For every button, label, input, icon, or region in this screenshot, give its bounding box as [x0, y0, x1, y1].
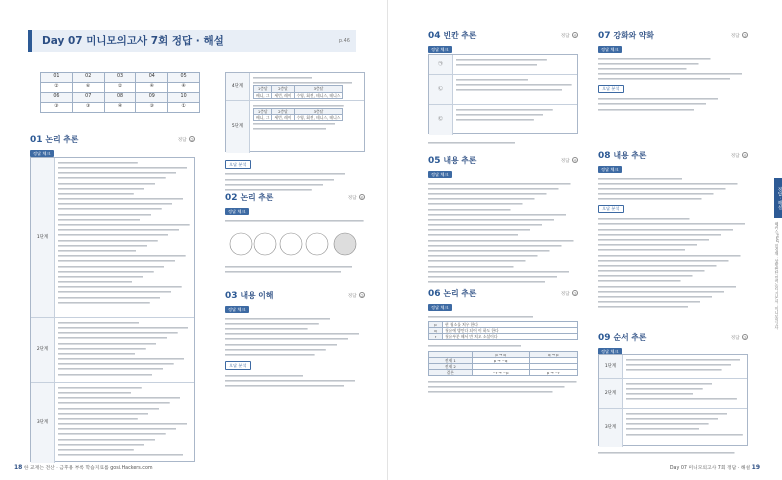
row-label: ㉢ [429, 105, 453, 135]
mini-c: 세번, 레이 [272, 115, 294, 121]
answer-cell: ④ [168, 83, 200, 93]
left-page [0, 0, 387, 480]
side-text: 해커스PSAT 민경채 · 상황판단 언어논리 기본서 · 미니모의고사 [775, 222, 780, 330]
row-label: ㉡ [429, 75, 453, 104]
section-09-table [598, 354, 748, 446]
row-label: 3단계 [31, 383, 55, 463]
mini-h: 2층달 [272, 109, 294, 115]
answer-tag: 정답 ③ [560, 291, 577, 297]
answer-row [41, 83, 200, 93]
s06-cell: 전제 2 [429, 363, 473, 369]
question-number: 02 [72, 73, 104, 83]
check-chip: 정답 체크 [225, 208, 249, 215]
answer-tag: 정답 ② [347, 293, 364, 299]
check-chip: 정답 체크 [428, 304, 452, 311]
answer-cell: ③ [72, 103, 104, 113]
section-title: 03 내용 이해 [225, 291, 274, 301]
s06-head: q → p [529, 351, 577, 357]
answer-cell: ⑥ [72, 83, 104, 93]
section-04-table [428, 54, 578, 134]
section-08 [598, 150, 748, 310]
answer-row [41, 93, 200, 103]
text-line [598, 305, 748, 310]
row-label: 2단계 [31, 318, 55, 382]
answer-tag: 정답 ⑥ [347, 195, 364, 201]
s06-cell: 첫유에 방안다 되어 이 하도 한다 [443, 328, 578, 334]
s06-cell: r [429, 334, 443, 340]
check-chip: 정답 체크 [598, 348, 622, 355]
section-title: 07 강화와 약화 [598, 31, 654, 41]
s06-cell: p → ~r [529, 369, 577, 375]
s06-cell: p → ~q [472, 357, 529, 363]
footer-text: Day 07 미니모의고사 7회 정답 · 해설 [669, 465, 751, 471]
section-01 [30, 134, 195, 157]
answer-cell: ③ [136, 103, 168, 113]
page-title: Day 07 미니모의고사 7회 정답 · 해설 [42, 35, 224, 47]
s06-cell: q [429, 328, 443, 334]
section-title: 02 논리 추론 [225, 193, 274, 203]
s06-cell: ~r → ~p [472, 369, 529, 375]
s06-props [428, 321, 578, 340]
text-line [58, 372, 191, 377]
mini-c: 수영, 회전, 테니스, 테니스 [294, 115, 343, 121]
mini-table [253, 85, 343, 98]
row-label: 3단계 [599, 409, 623, 447]
mini-h: 2층달 [272, 86, 294, 92]
row-label: ㉠ [429, 55, 453, 74]
answer-chip: 오답 분석 [598, 85, 624, 94]
row-label: 2단계 [599, 379, 623, 408]
section-title: 04 빈칸 추론 [428, 31, 477, 41]
mini-h: 3층달 [294, 109, 343, 115]
title-band [28, 30, 356, 52]
answer-chip: 오답 분석 [225, 361, 251, 370]
answer-cell: ② [104, 83, 136, 93]
section-01-table [30, 157, 195, 462]
answer-chip: 오답 분석 [225, 160, 251, 169]
section-title: 01 논리 추론 [30, 135, 79, 145]
question-number: 05 [168, 73, 200, 83]
section-02 [225, 192, 365, 223]
question-number: 07 [72, 93, 104, 103]
s06-cell: 결론 [429, 369, 473, 375]
section-03 [225, 290, 365, 389]
answer-row [41, 73, 200, 83]
left-footer [14, 464, 153, 472]
s06-head: p → q [472, 351, 529, 357]
question-number: 01 [41, 73, 73, 83]
top-explanation-box [225, 72, 365, 152]
section-title: 06 논리 추론 [428, 289, 477, 299]
right-page [387, 0, 782, 480]
answer-tag: 정답 ③ [730, 33, 747, 39]
question-number: 04 [136, 73, 168, 83]
answer-cell: ④ [104, 103, 136, 113]
answer-tag: 정답 ④ [560, 158, 577, 164]
row-label: 1단계 [599, 355, 623, 378]
mini-c: 배니, 그 [254, 92, 272, 98]
row-label: 5단계 [226, 101, 250, 153]
mini-c: 수영, 회전, 테니스, 테니스 [294, 92, 343, 98]
s06-cell: p [429, 322, 443, 328]
s06-table [428, 351, 578, 377]
check-chip: 정답 체크 [598, 46, 622, 53]
answer-cell: ② [41, 83, 73, 93]
mini-c: 세번, 레이 [272, 92, 294, 98]
answer-tag: 정답 ② [177, 137, 194, 143]
answer-tag: 정답 ④ [560, 33, 577, 39]
check-chip: 정답 체크 [30, 150, 54, 157]
answer-tag: 정답 ④ [730, 153, 747, 159]
section-title: 05 내용 추론 [428, 156, 477, 166]
section-04-text [428, 140, 578, 145]
answer-cell: ④ [136, 83, 168, 93]
answer-cell: ③ [41, 103, 73, 113]
question-number: 08 [104, 93, 136, 103]
section-title: 08 내용 추론 [598, 151, 647, 161]
mini-table [253, 108, 343, 121]
section-02-text [225, 264, 365, 274]
question-number: 09 [136, 93, 168, 103]
right-footer [670, 464, 760, 472]
mini-c: 배니, 그 [254, 115, 272, 121]
text-line [58, 452, 191, 457]
mini-h: 1층달 [254, 86, 272, 92]
answer-tag: 정답 ③ [730, 335, 747, 341]
section-title: 09 순서 추론 [598, 333, 647, 343]
s06-cell: 첫유부분 해서 만 처오 소설이다 [443, 334, 578, 340]
check-chip: 정답 체크 [428, 46, 452, 53]
s06-cell: 현 청소를 처우 한다 [443, 322, 578, 328]
venn-diagrams [225, 228, 365, 260]
page-number: 18 [14, 463, 23, 471]
mini-h: 1층달 [254, 109, 272, 115]
check-chip: 정답 체크 [428, 171, 452, 178]
mini-h: 3층달 [294, 86, 343, 92]
answer-chip: 오답 분석 [598, 205, 624, 214]
section-07 [598, 30, 748, 112]
check-chip: 정답 체크 [225, 306, 249, 313]
row-label: 1단계 [31, 158, 55, 317]
question-number: 06 [41, 93, 73, 103]
section-05 [428, 155, 578, 285]
s06-cell: 전제 1 [429, 357, 473, 363]
section-04 [428, 30, 578, 53]
section-09 [598, 332, 748, 355]
text-line [428, 279, 578, 284]
section-09-text [598, 450, 748, 455]
answer-table [40, 72, 200, 113]
check-chip: 정답 체크 [598, 166, 622, 173]
page-ref: p.46 [338, 38, 350, 44]
question-number: 10 [168, 93, 200, 103]
answer-row [41, 103, 200, 113]
answer-cell: ① [168, 103, 200, 113]
text-line [58, 300, 191, 305]
side-tab: 정답 · 해설 [774, 178, 782, 218]
section-01-analysis [225, 160, 365, 192]
footer-text: 한 교재는 전산 · 금후용 부록 학습지료를 gosi.Hackers.com [23, 465, 153, 471]
section-06 [428, 288, 578, 395]
row-label: 4단계 [226, 73, 250, 100]
page-number: 19 [751, 463, 760, 471]
question-number: 03 [104, 73, 136, 83]
